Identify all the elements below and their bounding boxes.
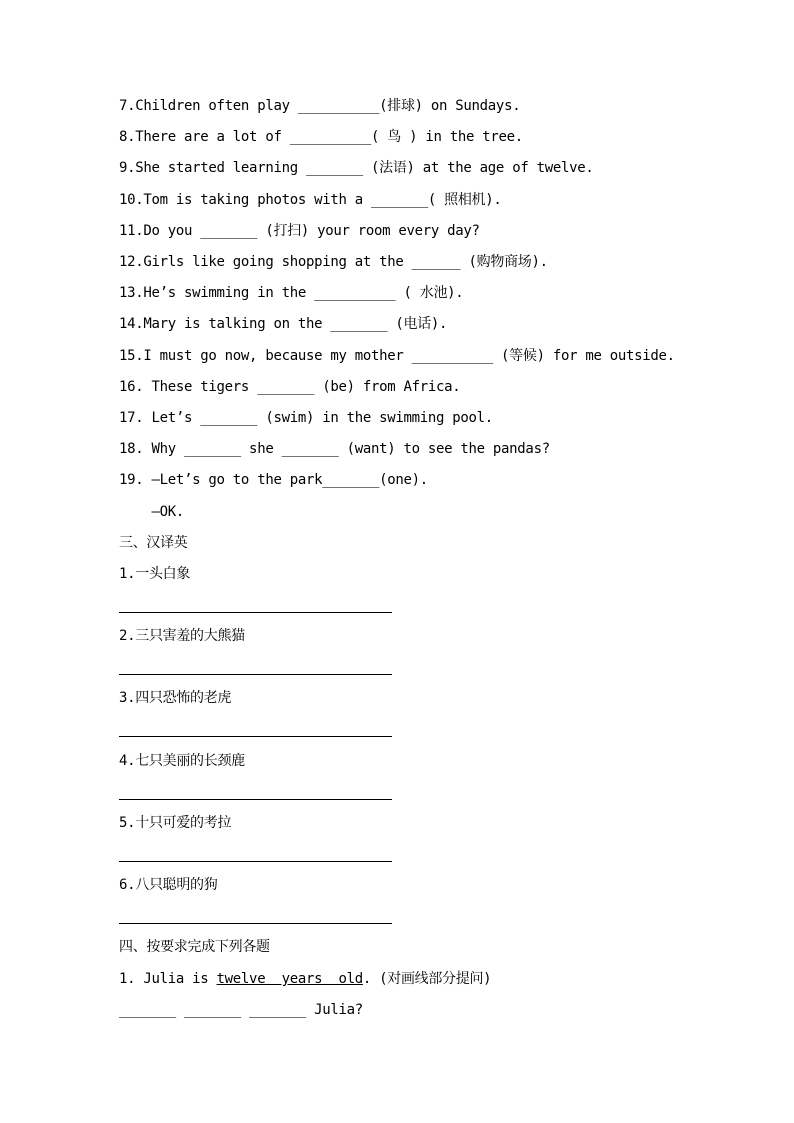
answer-line[interactable]: [119, 799, 392, 800]
fill-in-question[interactable]: 9.She started learning _______ (法语) at the age of twelve.: [119, 160, 594, 177]
translation-prompt: 3.四只恐怖的老虎: [119, 690, 232, 707]
translation-prompt: 5.十只可爱的考拉: [119, 814, 232, 831]
fill-in-question[interactable]: 19. —Let’s go to the park_______(one).: [119, 472, 428, 489]
translation-prompt: 1.一头白象: [119, 566, 191, 582]
question-prefix: 1. Julia is: [119, 971, 217, 987]
question-suffix: . (对画线部分提问): [362, 971, 492, 987]
fill-in-question[interactable]: 17. Let’s _______ (swim) in the swimming pool.: [119, 410, 493, 426]
answer-line[interactable]: [119, 861, 392, 862]
fill-in-question[interactable]: 7.Children often play __________(排球) on Sundays.: [119, 98, 521, 114]
translation-prompt: 6.八只聪明的狗: [119, 877, 218, 893]
fill-in-question[interactable]: 16. These tigers _______ (be) from Africa.: [119, 378, 461, 395]
fill-in-question[interactable]: —OK.: [119, 503, 185, 520]
question-4-1-answer-blanks[interactable]: _______ _______ _______ Julia?: [119, 1002, 363, 1018]
fill-in-question[interactable]: 13.He’s swimming in the __________ ( 水池).: [119, 285, 464, 302]
fill-in-question[interactable]: 11.Do you _______ (打扫) your room every day?: [119, 222, 480, 239]
translation-prompt: 2.三只害羞的大熊猫: [119, 628, 245, 645]
fill-in-question[interactable]: 18. Why _______ she _______ (want) to see the pandas?: [119, 441, 550, 458]
fill-in-question[interactable]: 12.Girls like going shopping at the ______ (购物商场).: [119, 254, 548, 270]
underlined-phrase: twelve years old: [216, 971, 363, 987]
answer-line[interactable]: [119, 923, 392, 924]
answer-line[interactable]: [119, 612, 392, 613]
fill-in-question[interactable]: 10.Tom is taking photos with a _______( 照相机).: [119, 191, 502, 208]
section-3-heading: 三、汉译英: [119, 535, 188, 551]
section-4-heading: 四、按要求完成下列各题: [119, 939, 270, 955]
question-4-1: [119, 970, 491, 988]
fill-in-question[interactable]: 15.I must go now, because my mother __________ (等候) for me outside.: [119, 347, 675, 364]
fill-in-question[interactable]: 8.There are a lot of __________( 鸟 ) in the tree.: [119, 129, 523, 146]
fill-in-question[interactable]: 14.Mary is talking on the _______ (电话).: [119, 316, 448, 333]
answer-line[interactable]: [119, 736, 392, 737]
answer-line[interactable]: [119, 674, 392, 675]
translation-prompt: 4.七只美丽的长颈鹿: [119, 752, 245, 769]
